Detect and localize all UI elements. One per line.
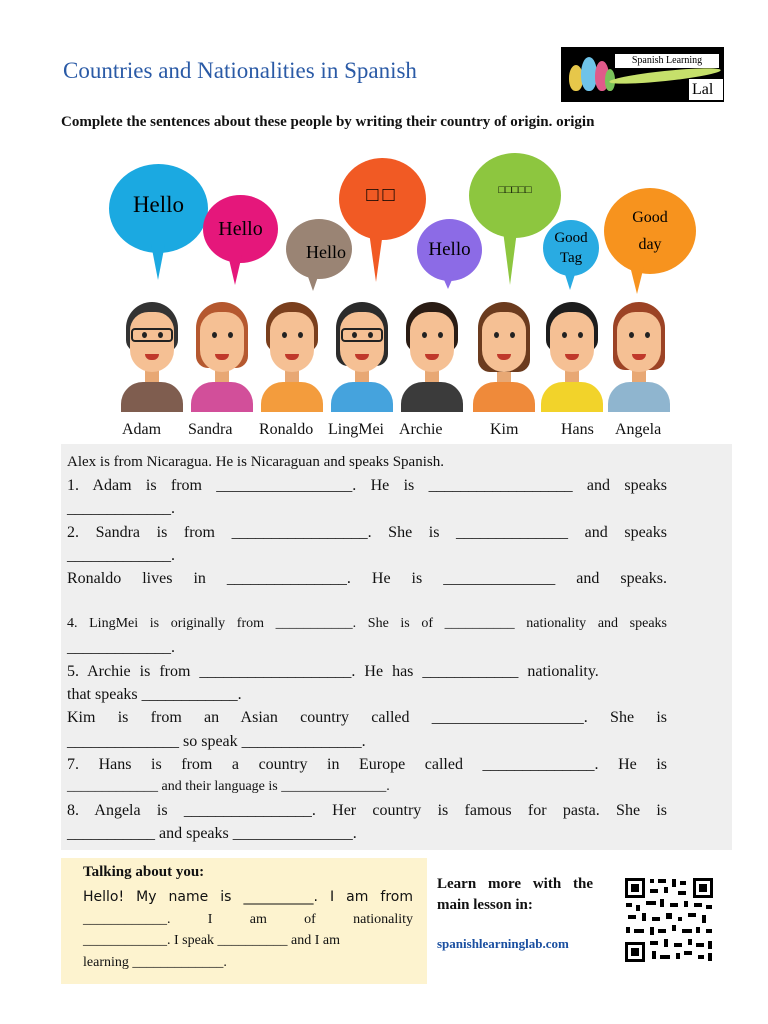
bubble-text: □□□□□ bbox=[498, 184, 532, 197]
bubble-text: Hello bbox=[218, 217, 263, 240]
person-adam bbox=[117, 298, 187, 412]
bubble-text: □□ bbox=[366, 183, 399, 206]
logo-text-bottom: Lal bbox=[689, 79, 723, 100]
talking-line: learning _____________. bbox=[83, 955, 227, 970]
person-hans bbox=[537, 298, 607, 412]
speech-bubble-ronaldo bbox=[286, 219, 352, 279]
logo-text-top: Spanish Learning bbox=[615, 54, 719, 68]
person-sandra bbox=[187, 298, 257, 412]
person-ronaldo bbox=[257, 298, 327, 412]
example-sentence: Alex is from Nicaragua. He is Nicaraguan and speaks Spanish. bbox=[67, 454, 444, 470]
bubble-text: Hello bbox=[132, 191, 185, 217]
talking-title: Talking about you: bbox=[83, 864, 205, 880]
bubble-text: Good Tag bbox=[554, 229, 588, 266]
learn-more-text: Learn more with the main lesson in: bbox=[437, 876, 593, 913]
exercise-line: 1. Adam is from _________________. He is __________________ and speaks bbox=[67, 477, 667, 494]
qr-code-icon bbox=[624, 877, 714, 963]
exercise-line: 8. Angela is ________________. Her country is famous for pasta. She is bbox=[67, 802, 667, 819]
exercise-line: Kim is from an Asian country called ___________________. She is bbox=[67, 709, 667, 726]
exercise-line: 4. LingMei is originally from ___________. She is of __________ nationality and speaks bbox=[67, 616, 667, 631]
bubble-text: Good day bbox=[632, 209, 668, 253]
speech-bubble-hans bbox=[543, 220, 599, 276]
name-label: LingMei bbox=[328, 421, 384, 438]
exercise-line: that speaks ____________. bbox=[67, 686, 242, 703]
exercise-line: _____________ and their language is _______________. bbox=[67, 779, 390, 794]
speech-bubble-kim bbox=[469, 153, 561, 238]
name-label: Hans bbox=[561, 421, 594, 438]
exercise-line: 7. Hans is from a country in Europe called ______________. He is bbox=[67, 756, 667, 773]
talking-line: ____________. I am of nationality bbox=[83, 912, 413, 927]
exercise-line: ______________ so speak _______________. bbox=[67, 733, 366, 750]
person-archie bbox=[397, 298, 467, 412]
name-label: Angela bbox=[615, 421, 662, 438]
name-label: Adam bbox=[122, 421, 162, 438]
exercise-line: ___________ and speaks _______________. bbox=[67, 825, 357, 842]
talking-line: ____________. I speak __________ and I am bbox=[83, 933, 341, 948]
website-link[interactable]: spanishlearninglab.com bbox=[437, 936, 569, 951]
talking-line: Hello! My name is __________. I am from bbox=[83, 889, 413, 905]
speech-bubble-angela bbox=[604, 188, 696, 274]
speech-bubble-archie bbox=[417, 219, 482, 281]
exercise-line: Ronaldo lives in _______________. He is ______________ and speaks. bbox=[67, 570, 667, 587]
speech-bubble-lingmei bbox=[339, 158, 426, 240]
bubble-text: Hello bbox=[306, 241, 346, 262]
name-label: Ronaldo bbox=[259, 421, 314, 438]
glasses-icon bbox=[341, 328, 383, 342]
spanish-learning-lab-logo bbox=[561, 47, 724, 102]
name-label: Archie bbox=[399, 421, 443, 438]
speech-bubble-sandra bbox=[203, 195, 278, 263]
instructions: Complete the sentences about these people by writing their country of origin. origin bbox=[61, 114, 595, 130]
exercise-line: _____________. bbox=[67, 639, 175, 656]
person-kim bbox=[469, 298, 539, 412]
exercise-line: 2. Sandra is from _________________. She is ______________ and speaks bbox=[67, 524, 667, 541]
exercise-line: _____________. bbox=[67, 500, 175, 517]
speech-bubble-adam bbox=[109, 164, 208, 253]
name-label: Sandra bbox=[188, 421, 233, 438]
exercise-line: _____________. bbox=[67, 547, 175, 564]
person-lingmei bbox=[327, 298, 397, 412]
glasses-icon bbox=[131, 328, 173, 342]
name-label: Kim bbox=[490, 421, 519, 438]
bubble-text: Hello bbox=[428, 239, 471, 261]
person-angela bbox=[604, 298, 674, 412]
page-title: Countries and Nationalities in Spanish bbox=[63, 58, 417, 83]
exercise-line: 5. Archie is from ___________________. He has ____________ nationality. bbox=[67, 663, 599, 680]
